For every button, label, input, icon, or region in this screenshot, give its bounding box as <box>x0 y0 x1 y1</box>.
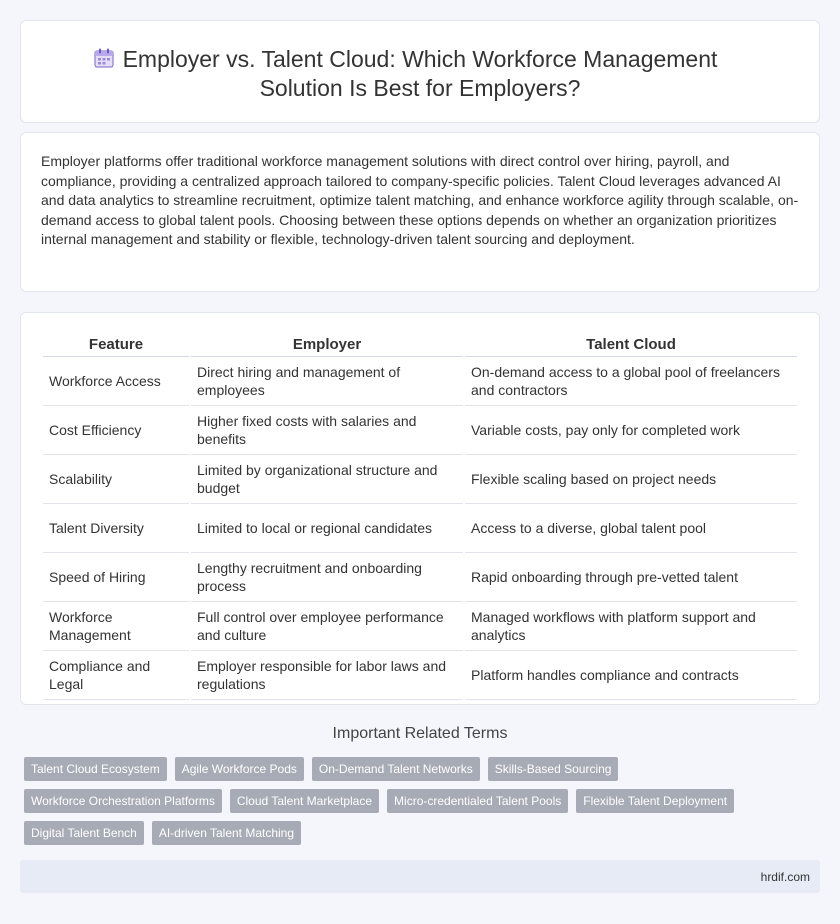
feature-cell: Scalability <box>43 455 189 504</box>
talent-cloud-cell: Variable costs, pay only for completed work <box>465 406 797 455</box>
term-tag[interactable]: Digital Talent Bench <box>24 821 144 845</box>
tag-row <box>24 789 824 813</box>
employer-cell: Higher fixed costs with salaries and benefits <box>191 406 463 455</box>
talent-cloud-cell: Rapid onboarding through pre-vetted talent <box>465 553 797 602</box>
talent-cloud-cell: Platform handles compliance and contracts <box>465 651 797 700</box>
feature-cell: Workforce Management <box>43 602 189 651</box>
table-row <box>43 357 797 406</box>
employer-cell: Lengthy recruitment and onboarding process <box>191 553 463 602</box>
title-card <box>20 20 820 123</box>
feature-cell: Speed of Hiring <box>43 553 189 602</box>
term-tag[interactable]: Talent Cloud Ecosystem <box>24 757 167 781</box>
employer-cell: Full control over employee performance and culture <box>191 602 463 651</box>
feature-cell: Talent Diversity <box>43 504 189 553</box>
employer-cell: Limited to local or regional candidates <box>191 504 463 553</box>
employer-cell: Direct hiring and management of employees <box>191 357 463 406</box>
talent-cloud-cell: On-demand access to a global pool of freelancers and contractors <box>465 357 797 406</box>
header-employer: Employer <box>191 335 463 357</box>
talent-cloud-cell: Flexible scaling based on project needs <box>465 455 797 504</box>
term-tag[interactable]: AI-driven Talent Matching <box>152 821 301 845</box>
tag-row <box>24 821 824 845</box>
footer-site[interactable]: hrdif.com <box>760 870 810 884</box>
related-terms-tags <box>24 757 824 853</box>
header-feature: Feature <box>43 335 189 357</box>
footer <box>20 860 820 893</box>
page-title <box>21 45 819 103</box>
table-row <box>43 406 797 455</box>
table-row <box>43 602 797 651</box>
table-row <box>43 651 797 700</box>
table-row <box>43 504 797 553</box>
feature-cell: Compliance and Legal <box>43 651 189 700</box>
term-tag[interactable]: Flexible Talent Deployment <box>576 789 734 813</box>
comparison-card <box>20 312 820 705</box>
table-row <box>43 553 797 602</box>
feature-cell: Cost Efficiency <box>43 406 189 455</box>
table-row <box>43 455 797 504</box>
term-tag[interactable]: Skills-Based Sourcing <box>488 757 619 781</box>
tag-row <box>24 757 824 781</box>
comparison-table <box>41 335 799 700</box>
related-terms-heading: Important Related Terms <box>332 725 508 742</box>
term-tag[interactable]: Cloud Talent Marketplace <box>230 789 379 813</box>
employer-cell: Employer responsible for labor laws and regulations <box>191 651 463 700</box>
talent-cloud-cell: Access to a diverse, global talent pool <box>465 504 797 553</box>
intro-card <box>20 132 820 292</box>
feature-cell: Workforce Access <box>43 357 189 406</box>
employer-cell: Limited by organizational structure and budget <box>191 455 463 504</box>
title-line-1: Employer vs. Talent Cloud: Which Workforce Management <box>122 46 718 72</box>
term-tag[interactable]: Agile Workforce Pods <box>175 757 304 781</box>
title-line-2: Solution Is Best for Employers? <box>259 75 581 101</box>
intro-paragraph: Employer platforms offer traditional workforce management solutions with direct control over hiring, payroll, and compliance, providing a centralized approach tailored to company-specific policies. Talent Cloud leverages advanced AI and data analytics to streamline recruitment, optimize talent matching, and enhance workforce agility through scalable, on-demand access to global talent pools. Choosing between these options depends on whether an organization prioritizes internal management and stability or flexible, technology-driven talent sourcing and deployment. <box>41 153 799 248</box>
table-header-row <box>43 335 797 357</box>
term-tag[interactable]: Workforce Orchestration Platforms <box>24 789 222 813</box>
talent-cloud-cell: Managed workflows with platform support and analytics <box>465 602 797 651</box>
term-tag[interactable]: Micro-credentialed Talent Pools <box>387 789 568 813</box>
term-tag[interactable]: On-Demand Talent Networks <box>312 757 480 781</box>
header-talent-cloud: Talent Cloud <box>465 335 797 357</box>
